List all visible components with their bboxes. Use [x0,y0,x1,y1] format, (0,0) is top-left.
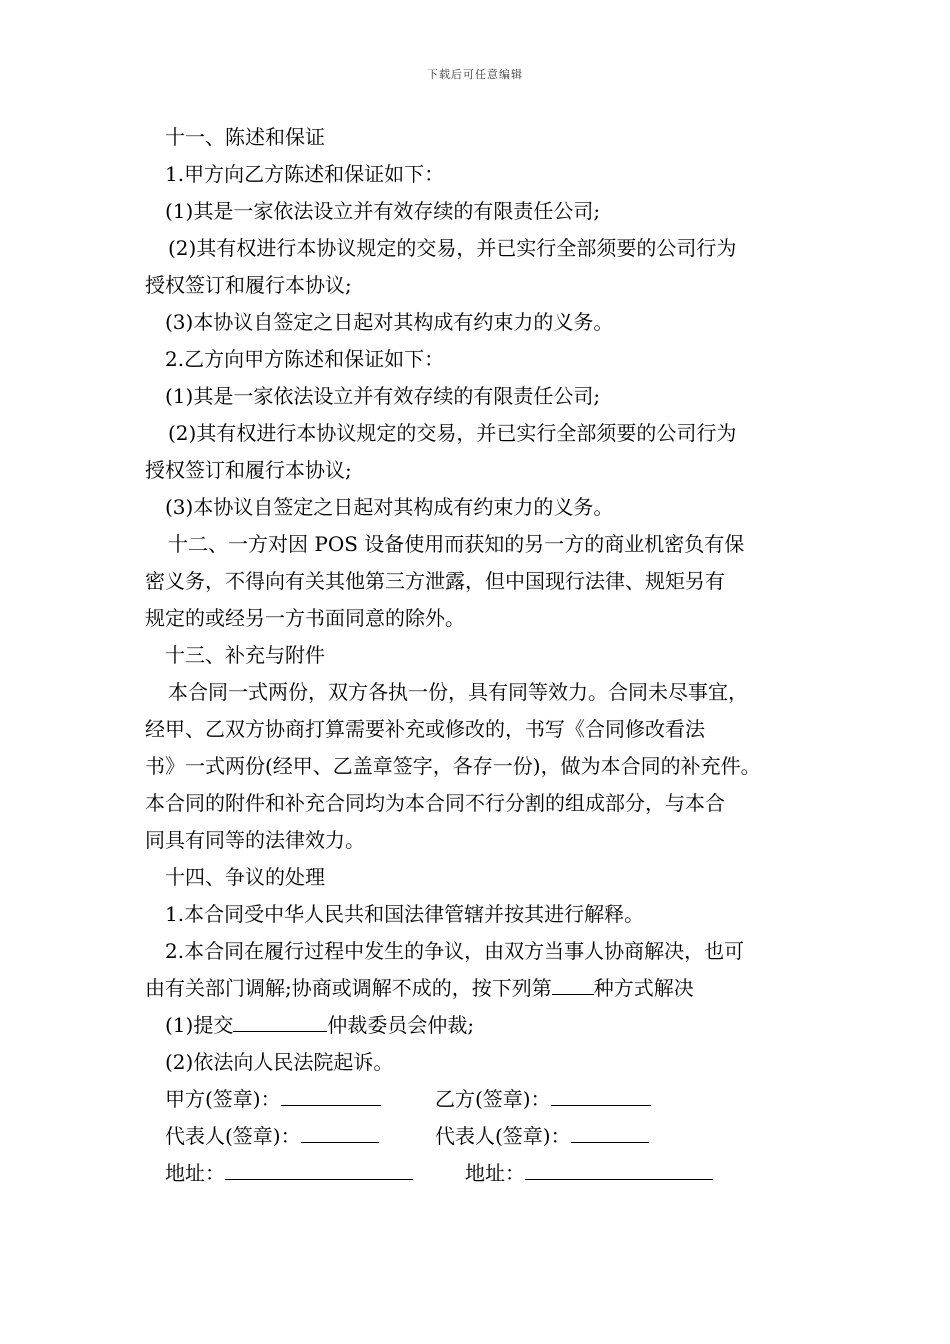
clause-14-1: 1.本合同受中华人民共和国法律管辖并按其进行解释。 [165,902,645,926]
section-13-line-2: 经甲、乙双方协商打算需要补充或修改的，书写《合同修改看法 [145,717,705,741]
signature-row-address [145,1155,810,1192]
option-1-prefix: (1)提交 [165,1013,234,1037]
party-a-blank [281,1083,381,1106]
address-b [465,1155,713,1192]
clause-14-option-1 [145,1007,810,1044]
address-b-blank [525,1157,713,1180]
section-13-line-4: 本合同的附件和补充合同均为本合同不行分割的组成部分，与本合 [145,791,725,815]
contract-body [145,119,810,1192]
clause-11-2-2a: (2)其有权进行本协议规定的交易，并已实行全部须要的公司行为 [168,421,737,445]
address-b-label: 地址： [465,1161,525,1185]
party-a-label: 甲方(签章)： [165,1087,281,1111]
section-12-line-3: 规定的或经另一方书面同意的除外。 [145,606,465,630]
party-a-signature [165,1081,381,1118]
rep-b-signature [435,1118,649,1155]
section-13-title: 十三、补充与附件 [165,643,325,667]
rep-b-blank [571,1120,649,1143]
address-a [165,1155,413,1192]
clause-14-2a: 2.本合同在履行过程中发生的争议，由双方当事人协商解决，也可 [165,939,745,963]
rep-a-signature [165,1118,379,1155]
signature-row-representative [145,1118,810,1155]
section-14-title: 十四、争议的处理 [165,865,325,889]
clause-14-2b-suffix: 种方式解决 [593,976,694,1000]
rep-a-blank [301,1120,379,1143]
party-b-label: 乙方(签章)： [435,1087,551,1111]
section-13-line-5: 同具有同等的法律效力。 [145,828,365,852]
clause-11-1-3: (3)本协议自签定之日起对其构成有约束力的义务。 [165,310,614,334]
option-1-suffix: 仲裁委员会仲裁; [327,1013,475,1037]
rep-b-label: 代表人(签章)： [435,1124,571,1148]
rep-a-label: 代表人(签章)： [165,1124,301,1148]
section-11-title: 十一、陈述和保证 [165,125,325,149]
clause-14-2b-prefix: 由有关部门调解;协商或调解不成的，按下列第 [145,976,552,1000]
section-13-line-1: 本合同一式两份，双方各执一份，具有同等效力。合同未尽事宜， [168,680,748,704]
clause-14-option-2: (2)依法向人民法院起诉。 [165,1050,394,1074]
address-a-label: 地址： [165,1161,225,1185]
clause-11-2-2b: 授权签订和履行本协议; [145,458,352,482]
clause-11-1: 1.甲方向乙方陈述和保证如下： [165,162,445,186]
clause-11-1-2b: 授权签订和履行本协议; [145,273,352,297]
clause-11-2: 2.乙方向甲方陈述和保证如下： [165,347,445,371]
method-number-blank [552,972,594,995]
clause-11-2-1: (1)其是一家依法设立并有效存续的有限责任公司; [165,384,601,408]
party-b-blank [551,1083,651,1106]
party-b-signature [435,1081,651,1118]
address-a-blank [225,1157,413,1180]
section-13-line-3: 书》一式两份(经甲、乙盖章签字，各存一份)，做为本合同的补充件。 [145,754,761,778]
arbitration-body-blank [233,1009,327,1032]
clause-14-2b [145,970,810,1007]
page-header: 下载后可任意编辑 [427,68,523,81]
signature-row-party [145,1081,810,1118]
section-12-line-2: 密义务，不得向有关其他第三方泄露，但中国现行法律、规矩另有 [145,569,725,593]
section-12-line-1: 十二、一方对因 POS 设备使用而获知的另一方的商业机密负有保 [168,532,745,556]
clause-11-1-1: (1)其是一家依法设立并有效存续的有限责任公司; [165,199,601,223]
clause-11-1-2a: (2)其有权进行本协议规定的交易，并已实行全部须要的公司行为 [168,236,737,260]
clause-11-2-3: (3)本协议自签定之日起对其构成有约束力的义务。 [165,495,614,519]
